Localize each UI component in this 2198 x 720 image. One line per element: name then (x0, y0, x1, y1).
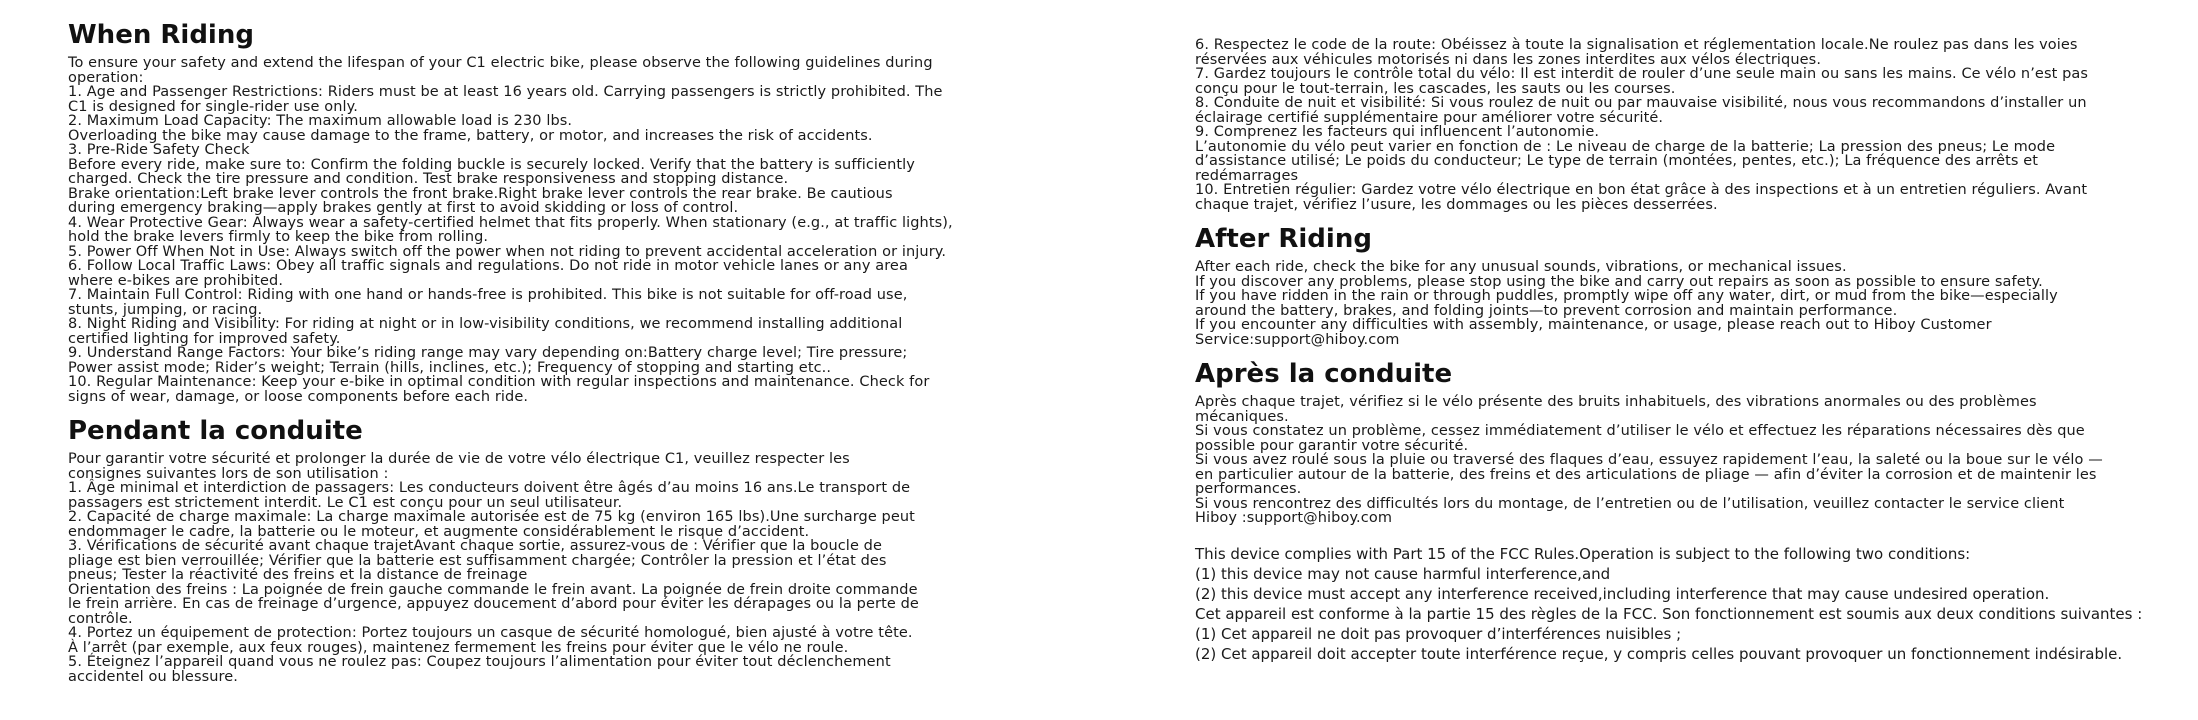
text-line: 4. Portez un équipement de protection: Portez toujours un casque de sécurité homologué, bien ajusté à votre tête. (68, 625, 913, 641)
left-column (68, 14, 1118, 684)
text-line: If you discover any problems, please stop using the bike and carry out repairs as soon as possible to ensure safety. (1195, 273, 2043, 290)
text-line: Overloading the bike may cause damage to the frame, battery, or motor, and increases the risk of accidents. (68, 127, 873, 144)
text-line: Pour garantir votre sécurité et prolonger la durée de vie de votre vélo électrique C1, veuillez respecter les (68, 451, 850, 467)
text-line: consignes suivantes lors de son utilisation : (68, 465, 389, 482)
text-line: 4. Wear Protective Gear: Always wear a safety-certified helmet that fits properly. When stationary (e.g., at traffic lights), (68, 214, 953, 231)
text-line: possible pour garantir votre sécurité. (1195, 437, 1469, 454)
text-line: stunts, jumping, or racing. (68, 301, 263, 318)
text-line: 9. Comprenez les facteurs qui influencent l’autonomie. (1195, 124, 1600, 140)
text-line: If you have ridden in the rain or through puddles, promptly wipe off any water, dirt, or mud from the bike—especially (1195, 288, 2058, 304)
text-line: À l’arrêt (par exemple, aux feux rouges), maintenez fermement les freins pour éviter que le vélo ne roule. (68, 639, 849, 656)
text-line: (2) Cet appareil doit accepter toute interférence reçue, y compris celles pouvant provoquer un fonctionnement indésirable. (1195, 644, 2123, 663)
text-line: 10. Entretien régulier: Gardez votre vélo électrique en bon état grâce à des inspections et à un entretien réguliers. Avant (1195, 182, 2088, 198)
text-line: Brake orientation:Left brake lever controls the front brake.Right brake lever controls the rear brake. Be cautious (68, 185, 893, 202)
text-line: le frein arrière. En cas de freinage d’urgence, appuyez doucement d’abord pour éviter les dérapages ou la perte de (68, 596, 919, 612)
after-riding-text (1195, 260, 2195, 347)
text-line: C1 is designed for single-rider use only. (68, 98, 358, 115)
text-line: endommager le cadre, la batterie ou le moteur, et augmente considérablement le risque d’accident. (68, 523, 810, 540)
text-line: Si vous rencontrez des difficultés lors du montage, de l’entretien ou de l’utilisation, veuillez contacter le service client (1195, 495, 2065, 512)
text-line: Cet appareil est conforme à la partie 15 des règles de la FCC. Son fonctionnement est soumis aux deux conditions suivantes : (1195, 604, 2143, 623)
fcc-statement (1195, 544, 2195, 664)
text-line: 6. Follow Local Traffic Laws: Obey all traffic signals and regulations. Do not ride in motor vehicle lanes or any area (68, 258, 908, 274)
text-line: Orientation des freins : La poignée de frein gauche commande le frein avant. La poignée de frein droite commande (68, 581, 918, 598)
text-line: To ensure your safety and extend the lifespan of your C1 electric bike, please observe the following guidelines during (68, 55, 933, 71)
text-line: contrôle. (68, 610, 133, 627)
text-line: 8. Night Riding and Visibility: For riding at night or in low-visibility conditions, we recommend installing additional (68, 316, 903, 332)
pendant-la-conduite-text (68, 452, 1118, 684)
when-riding-text (68, 56, 1118, 404)
text-line: 1. Age and Passenger Restrictions: Riders must be at least 16 years old. Carrying passengers is strictly prohibited. The (68, 84, 943, 100)
heading-after-riding: After Riding (1195, 224, 1372, 254)
text-line: around the battery, brakes, and folding joints—to prevent corrosion and maintain performance. (1195, 302, 1898, 319)
text-line: 5. Éteignez l’appareil quand vous ne roulez pas: Coupez toujours l’alimentation pour éviter tout déclenchement (68, 654, 891, 670)
text-line: 2. Capacité de charge maximale: La charge maximale autorisée est de 75 kg (environ 165 lbs).Une surcharge peut (68, 509, 915, 525)
text-line: chaque trajet, vérifiez l’usure, les dommages ou les pièces desserrées. (1195, 196, 1718, 213)
text-line: Power assist mode; Rider’s weight; Terrain (hills, inclines, etc.); Frequency of stopping and starting etc.. (68, 359, 832, 376)
text-line: 3. Pre-Ride Safety Check (68, 142, 250, 158)
text-line: conçu pour le tout-terrain, les cascades, les sauts ou les courses. (1195, 80, 1676, 97)
text-line: signs of wear, damage, or loose components before each ride. (68, 388, 529, 405)
text-line: redémarrages (1195, 167, 1299, 184)
text-line: Si vous constatez un problème, cessez immédiatement d’utiliser le vélo et effectuez les réparations nécessaires dès que (1195, 423, 2085, 439)
text-line: 7. Maintain Full Control: Riding with one hand or hands-free is prohibited. This bike is not suitable for off-road use, (68, 287, 908, 303)
text-line: hold the brake levers firmly to keep the bike from rolling. (68, 229, 489, 245)
text-line: Before every ride, make sure to: Confirm the folding buckle is securely locked. Verify that the battery is sufficiently (68, 156, 915, 173)
text-line: performances. (1195, 481, 1302, 497)
text-line: 2. Maximum Load Capacity: The maximum allowable load is 230 lbs. (68, 113, 573, 129)
text-line: 3. Vérifications de sécurité avant chaque trajetAvant chaque sortie, assurez-vous de : Vérifier que la boucle de (68, 538, 882, 554)
apres-la-conduite-text (1195, 395, 2195, 526)
text-line: If you encounter any difficulties with assembly, maintenance, or usage, please reach out to Hiboy Customer (1195, 317, 1992, 333)
right-column (1195, 38, 2195, 664)
text-line: Hiboy :support@hiboy.com (1195, 510, 1393, 526)
text-line: passagers est strictement interdit. Le C1 est conçu pour un seul utilisateur. (68, 494, 623, 511)
text-line: 8. Conduite de nuit et visibilité: Si vous roulez de nuit ou par mauvaise visibilité, nous vous recommandons d’installer un (1195, 95, 2087, 111)
text-line: réservées aux véhicules motorisés ni dans les zones interdites aux vélos électriques. (1195, 51, 1822, 68)
text-line: 6. Respectez le code de la route: Obéissez à toute la signalisation et réglementation locale.Ne roulez pas dans les voies (1195, 37, 2078, 53)
text-line: 5. Power Off When Not in Use: Always switch off the power when not riding to prevent accidental acceleration or injury. (68, 243, 947, 260)
text-line: L’autonomie du vélo peut varier en fonction de : Le niveau de charge de la batterie; La pression des pneus; Le mode (1195, 138, 2056, 155)
text-line: mécaniques. (1195, 408, 1289, 425)
text-line: pneus; Tester la réactivité des freins et la distance de freinage (68, 567, 528, 583)
text-line: Après chaque trajet, vérifiez si le vélo présente des bruits inhabituels, des vibrations anormales ou des problèmes (1195, 394, 2037, 410)
heading-pendant-la-conduite: Pendant la conduite (68, 416, 363, 446)
text-line: (1) Cet appareil ne doit pas provoquer d’interférences nuisibles ; (1195, 624, 1682, 643)
text-line: This device complies with Part 15 of the FCC Rules.Operation is subject to the following two conditions: (1195, 544, 1971, 563)
text-line: Si vous avez roulé sous la pluie ou traversé des flaques d’eau, essuyez rapidement l’eau, la saleté ou la boue sur le vélo — (1195, 452, 2103, 468)
text-line: pliage est bien verrouillée; Vérifier que la batterie est suffisamment chargée; Contrôler la pression et l’état des (68, 552, 887, 569)
text-line: certified lighting for improved safety. (68, 330, 341, 347)
heading-when-riding: When Riding (68, 20, 254, 50)
text-line: accidentel ou blessure. (68, 668, 239, 685)
text-line: Service:support@hiboy.com (1195, 331, 1400, 348)
text-line: 7. Gardez toujours le contrôle total du vélo: Il est interdit de rouler d’une seule main ou sans les mains. Ce vélo n’est pas (1195, 66, 2089, 82)
text-line: d’assistance utilisé; Le poids du conducteur; Le type de terrain (montées, pentes, etc.); La fréquence des arrêts et (1195, 153, 2039, 169)
text-line: (2) this device must accept any interference received,including interference that may cause undesired operation. (1195, 584, 2050, 603)
text-line: charged. Check the tire pressure and condition. Test brake responsiveness and stopping distance. (68, 171, 789, 187)
text-line: en particulier autour de la batterie, des freins et des articulations de pliage — afin d’éviter la corrosion et de maintenir les (1195, 466, 2097, 483)
text-line: (1) this device may not cause harmful interference,and (1195, 564, 1611, 583)
text-line: éclairage certifié supplémentaire pour améliorer votre sécurité. (1195, 109, 1664, 126)
text-line: where e-bikes are prohibited. (68, 272, 284, 289)
text-line: 10. Regular Maintenance: Keep your e-bike in optimal condition with regular inspections and maintenance. Check for (68, 374, 930, 390)
text-line: 9. Understand Range Factors: Your bike’s riding range may vary depending on:Battery charge level; Tire pressure; (68, 345, 908, 361)
text-line: during emergency braking—apply brakes gently at first to avoid skidding or loss of control. (68, 200, 739, 216)
heading-apres-la-conduite: Après la conduite (1195, 359, 1453, 389)
text-line: operation: (68, 69, 144, 86)
text-line: After each ride, check the bike for any unusual sounds, vibrations, or mechanical issues. (1195, 259, 1847, 275)
text-line: 1. Âge minimal et interdiction de passagers: Les conducteurs doivent être âgés d’au moins 16 ans.Le transport de (68, 480, 911, 496)
french-rules-continued-text (1195, 38, 2195, 212)
